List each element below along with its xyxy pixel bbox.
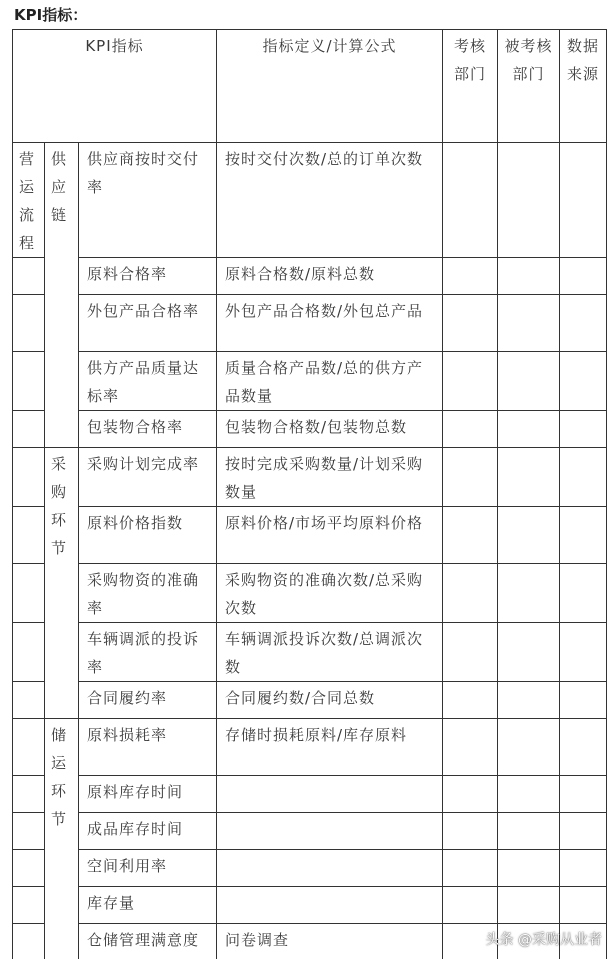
kpi-cell: 原料合格率 [79,258,217,295]
table-row [13,411,607,448]
kpi-cell: 包装物合格率 [79,411,217,448]
assessed-dept-cell [498,623,560,682]
assessed-dept-cell [498,507,560,564]
group-cell-procurement: 采购环节 [45,448,79,719]
data-source-cell [560,813,607,850]
table-row [13,682,607,719]
data-source-cell [560,564,607,623]
formula-cell: 车辆调派投诉次数/总调派次数 [217,623,443,682]
formula-cell: 采购物资的准确次数/总采购次数 [217,564,443,623]
header-assessed-dept: 被考核部门 [498,30,560,143]
assessed-dept-cell [498,352,560,411]
assess-dept-cell [443,719,498,776]
data-source-cell [560,507,607,564]
formula-cell [217,776,443,813]
table-row [13,623,607,682]
kpi-cell: 供应商按时交付率 [79,143,217,258]
kpi-cell: 车辆调派的投诉率 [79,623,217,682]
assess-dept-cell [443,411,498,448]
data-source-cell [560,850,607,887]
header-kpi: KPI指标 [13,30,217,143]
data-source-cell [560,623,607,682]
kpi-cell: 仓储管理满意度 [79,924,217,959]
data-source-cell [560,258,607,295]
table-row [13,295,607,352]
assessed-dept-cell [498,850,560,887]
table-row [13,258,607,295]
assess-dept-cell [443,564,498,623]
category-cell [13,564,45,623]
kpi-cell: 原料库存时间 [79,776,217,813]
category-cell [13,507,45,564]
table-row [13,143,607,258]
group-cell-storage: 储运环节 [45,719,79,959]
formula-cell: 原料价格/市场平均原料价格 [217,507,443,564]
formula-cell: 按时完成采购数量/计划采购数量 [217,448,443,507]
kpi-cell: 采购计划完成率 [79,448,217,507]
assess-dept-cell [443,448,498,507]
category-cell [13,887,45,924]
assessed-dept-cell [498,719,560,776]
data-source-cell [560,352,607,411]
category-cell [13,411,45,448]
kpi-cell: 外包产品合格率 [79,295,217,352]
assessed-dept-cell [498,813,560,850]
formula-cell: 存储时损耗原料/库存原料 [217,719,443,776]
assess-dept-cell [443,352,498,411]
formula-cell: 按时交付次数/总的订单次数 [217,143,443,258]
assessed-dept-cell [498,564,560,623]
kpi-cell: 原料价格指数 [79,507,217,564]
formula-cell [217,887,443,924]
header-data-source: 数据来源 [560,30,607,143]
formula-cell: 原料合格数/原料总数 [217,258,443,295]
kpi-table [12,29,607,959]
table-row [13,448,607,507]
category-cell [13,448,45,507]
table-row [13,719,607,776]
table-row [13,507,607,564]
data-source-cell [560,887,607,924]
category-cell: 营运流程 [13,143,45,258]
kpi-cell: 供方产品质量达标率 [79,352,217,411]
data-source-cell [560,143,607,258]
category-cell [13,352,45,411]
header-assess-dept: 考核部门 [443,30,498,143]
assess-dept-cell [443,143,498,258]
table-row [13,813,607,850]
data-source-cell [560,719,607,776]
formula-cell: 包装物合格数/包装物总数 [217,411,443,448]
assess-dept-cell [443,258,498,295]
table-row [13,352,607,411]
assessed-dept-cell [498,682,560,719]
group-cell-supply-chain: 供应链 [45,143,79,448]
category-cell [13,682,45,719]
assess-dept-cell [443,295,498,352]
kpi-cell: 采购物资的准确率 [79,564,217,623]
assessed-dept-cell [498,776,560,813]
formula-cell: 外包产品合格数/外包总产品 [217,295,443,352]
formula-cell [217,813,443,850]
watermark: 头条 @采购从业者 [485,932,602,948]
formula-cell: 合同履约数/合同总数 [217,682,443,719]
kpi-cell: 成品库存时间 [79,813,217,850]
category-cell [13,719,45,776]
assessed-dept-cell [498,448,560,507]
data-source-cell [560,682,607,719]
table-row [13,776,607,813]
kpi-cell: 库存量 [79,887,217,924]
table-row [13,564,607,623]
kpi-cell: 空间利用率 [79,850,217,887]
assess-dept-cell [443,813,498,850]
assess-dept-cell [443,507,498,564]
category-cell [13,813,45,850]
table-row [13,887,607,924]
assess-dept-cell [443,887,498,924]
category-cell [13,623,45,682]
table-row [13,850,607,887]
assessed-dept-cell [498,887,560,924]
category-cell [13,850,45,887]
assess-dept-cell [443,682,498,719]
kpi-cell: 合同履约率 [79,682,217,719]
data-source-cell [560,295,607,352]
category-cell [13,258,45,295]
kpi-cell: 原料损耗率 [79,719,217,776]
data-source-cell [560,776,607,813]
page-title: KPI指标： [14,6,88,24]
data-source-cell [560,411,607,448]
category-cell [13,295,45,352]
formula-cell: 问卷调查 [217,924,443,959]
data-source-cell [560,448,607,507]
assessed-dept-cell [498,295,560,352]
formula-cell: 质量合格产品数/总的供方产品数量 [217,352,443,411]
assessed-dept-cell [498,258,560,295]
category-cell [13,776,45,813]
header-definition: 指标定义/计算公式 [217,30,443,143]
formula-cell [217,850,443,887]
assess-dept-cell [443,776,498,813]
assessed-dept-cell [498,411,560,448]
assess-dept-cell [443,850,498,887]
assess-dept-cell [443,623,498,682]
header-row [13,30,607,143]
category-cell [13,924,45,959]
assessed-dept-cell [498,143,560,258]
